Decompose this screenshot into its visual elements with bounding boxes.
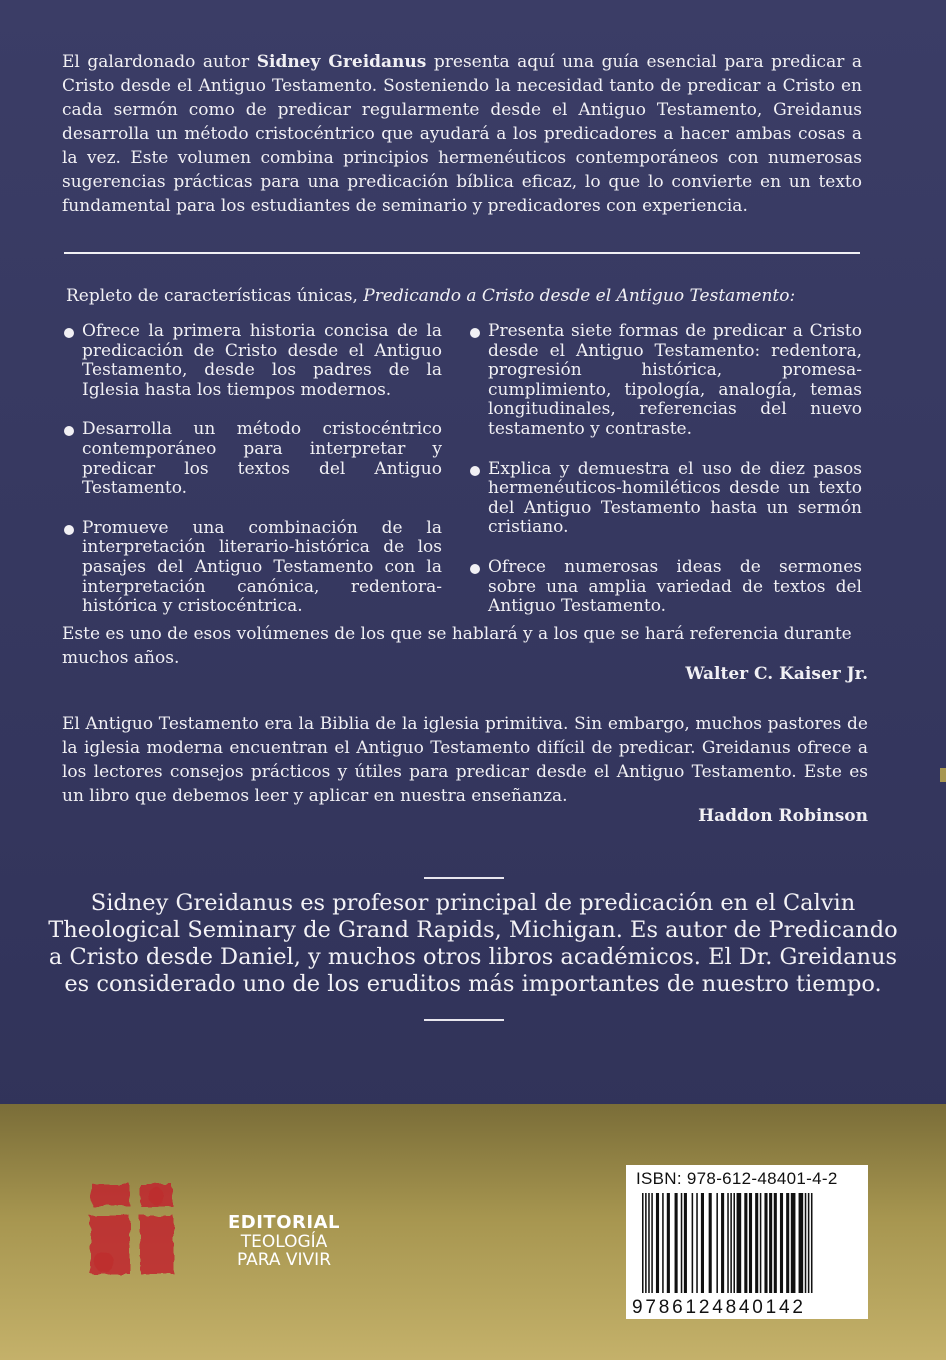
barcode-bar <box>749 1193 752 1293</box>
isbn-label: ISBN: 978-612-48401-4-2 <box>636 1169 838 1188</box>
bullet-icon <box>64 328 74 338</box>
barcode-bar <box>730 1193 732 1293</box>
barcode-bar <box>721 1193 724 1293</box>
book-title: Predicando a Cristo desde el Antiguo Testamento: <box>363 286 796 306</box>
barcode-bar <box>764 1193 767 1293</box>
publisher-line: PARA VIVIR <box>236 1250 332 1270</box>
publisher-line: EDITORIAL <box>228 1212 340 1233</box>
barcode-bar <box>737 1193 742 1293</box>
barcode-bar <box>716 1193 718 1293</box>
features-lead <box>66 284 866 308</box>
endorsement-quote: Este es uno de esos volúmenes de los que se hablará y a los que se hará referencia durante muchos años. <box>62 624 852 668</box>
barcode-bar <box>648 1193 650 1293</box>
barcode-bar <box>692 1193 694 1293</box>
barcode-bar <box>760 1193 762 1293</box>
barcode-bar <box>642 1193 644 1293</box>
feature-text: Desarrolla un método cristocéntrico contemporáneo para interpretar y predicar los textos del Antiguo Testamento. <box>82 419 442 499</box>
endorsement-quote: El Antiguo Testamento era la Biblia de la iglesia primitiva. Sin embargo, muchos pastores de la iglesia moderna encuentran el Antiguo Testamento difícil de predicar. Greidanus ofrece a los lectores consejos prácticos y útiles para predicar desde el Antiguo Testamento. Este es un libro que debemos leer y aplicar en nuestra enseñanza. <box>62 714 868 806</box>
barcode-bar <box>769 1193 772 1293</box>
barcode-bar <box>675 1193 678 1293</box>
feature-item <box>468 460 862 538</box>
edge-mark <box>940 768 946 782</box>
isbn-barcode <box>626 1165 868 1319</box>
features-lead-text: Repleto de características únicas, <box>66 286 364 306</box>
barcode-bar <box>701 1193 704 1293</box>
short-divider <box>424 1019 504 1021</box>
barcode-bar <box>755 1193 758 1293</box>
barcode-bar <box>656 1193 659 1293</box>
section-divider <box>64 252 860 254</box>
barcode-bar <box>651 1193 653 1293</box>
barcode-bar <box>786 1193 789 1293</box>
barcode-bar <box>662 1193 664 1293</box>
features-right-column <box>468 322 862 637</box>
intro-paragraph <box>62 50 862 218</box>
barcode-bar <box>791 1193 796 1293</box>
barcode-bar <box>727 1193 729 1293</box>
endorsement-author: Walter C. Kaiser Jr. <box>685 664 868 684</box>
bullet-icon <box>64 525 74 535</box>
bullet-icon <box>470 466 480 476</box>
barcode-bar <box>709 1193 712 1293</box>
feature-item <box>468 322 862 440</box>
barcode-bar <box>774 1193 777 1293</box>
barcode-icon <box>626 1193 868 1297</box>
barcode-bar <box>808 1193 810 1293</box>
author-bio: Sidney Greidanus es profesor principal de predicación en el Calvin Theological Seminary de Grand Rapids, Michigan. Es autor de Predicando a Cristo desde Daniel, y muchos otros libros académicos. El Dr. Greidanus es considerado uno de los eruditos más importantes de nuestro tiempo. <box>48 890 898 997</box>
barcode-bar <box>744 1193 747 1293</box>
barcode-bar <box>667 1193 670 1293</box>
barcode-bar <box>645 1193 647 1293</box>
barcode-bar <box>805 1193 807 1293</box>
feature-item <box>62 420 442 498</box>
barcode-bar <box>733 1193 735 1293</box>
red-cross-logo-icon <box>84 1166 180 1284</box>
publisher-name <box>228 1212 340 1269</box>
bullet-icon <box>470 564 480 574</box>
feature-text: Explica y demuestra el uso de diez pasos hermenéuticos-homiléticos desde un texto del Antiguo Testamento hasta un sermón cristiano. <box>488 458 862 538</box>
bullet-icon <box>470 328 480 338</box>
intro-text-start: El galardonado autor <box>62 52 257 72</box>
ean-digits: 9786124840142 <box>632 1297 806 1318</box>
feature-text: Promueve una combinación de la interpretación literario-histórica de los pasajes del Antiguo Testamento con la interpretación canónica, redentora-histórica y cristocéntrica. <box>82 517 442 617</box>
publisher-line: TEOLOGÍA <box>240 1232 328 1252</box>
barcode-bar <box>681 1193 683 1293</box>
feature-item <box>468 558 862 617</box>
features-left-column <box>62 322 442 637</box>
barcode-bar <box>684 1193 687 1293</box>
barcode-bar <box>811 1193 813 1293</box>
short-divider <box>424 877 504 879</box>
intro-text-rest: presenta aquí una guía esencial para predicar a Cristo desde el Antiguo Testamento. Sosteniendo la necesidad tanto de predicar a Cristo en cada sermón como de predicar regularmente desde el Antiguo Testamento, Greidanus desarrolla un método cristocéntrico que ayudará a los predicadores a hacer ambas cosas a la vez. Este volumen combina principios hermenéuticos contemporáneos con numerosas sugerencias prácticas para una predicación bíblica eficaz, lo que lo convierte en un texto fundamental para los estudiantes de seminario y predicadores con experiencia. <box>62 52 862 216</box>
endorsement-author: Haddon Robinson <box>698 806 868 826</box>
barcode-bar <box>799 1193 804 1293</box>
barcode-bar <box>780 1193 783 1293</box>
feature-text: Presenta siete formas de predicar a Cristo desde el Antiguo Testamento: redentora, progresión histórica, promesa- cumplimiento, tipología, analogía, temas longitudinales, referencias del nuevo testamento y contraste. <box>488 321 862 439</box>
author-name: Sidney Greidanus <box>256 52 427 72</box>
bullet-icon <box>64 426 74 436</box>
feature-text: Ofrece numerosas ideas de sermones sobre una amplia variedad de textos del Antiguo Testamento. <box>488 556 862 617</box>
feature-text: Ofrece la primera historia concisa de la predicación de Cristo desde el Antiguo Testamento, desde los padres de la Iglesia hasta los tiempos modernos. <box>82 321 442 400</box>
feature-item <box>62 322 442 400</box>
barcode-bar <box>696 1193 698 1293</box>
feature-item <box>62 519 442 617</box>
